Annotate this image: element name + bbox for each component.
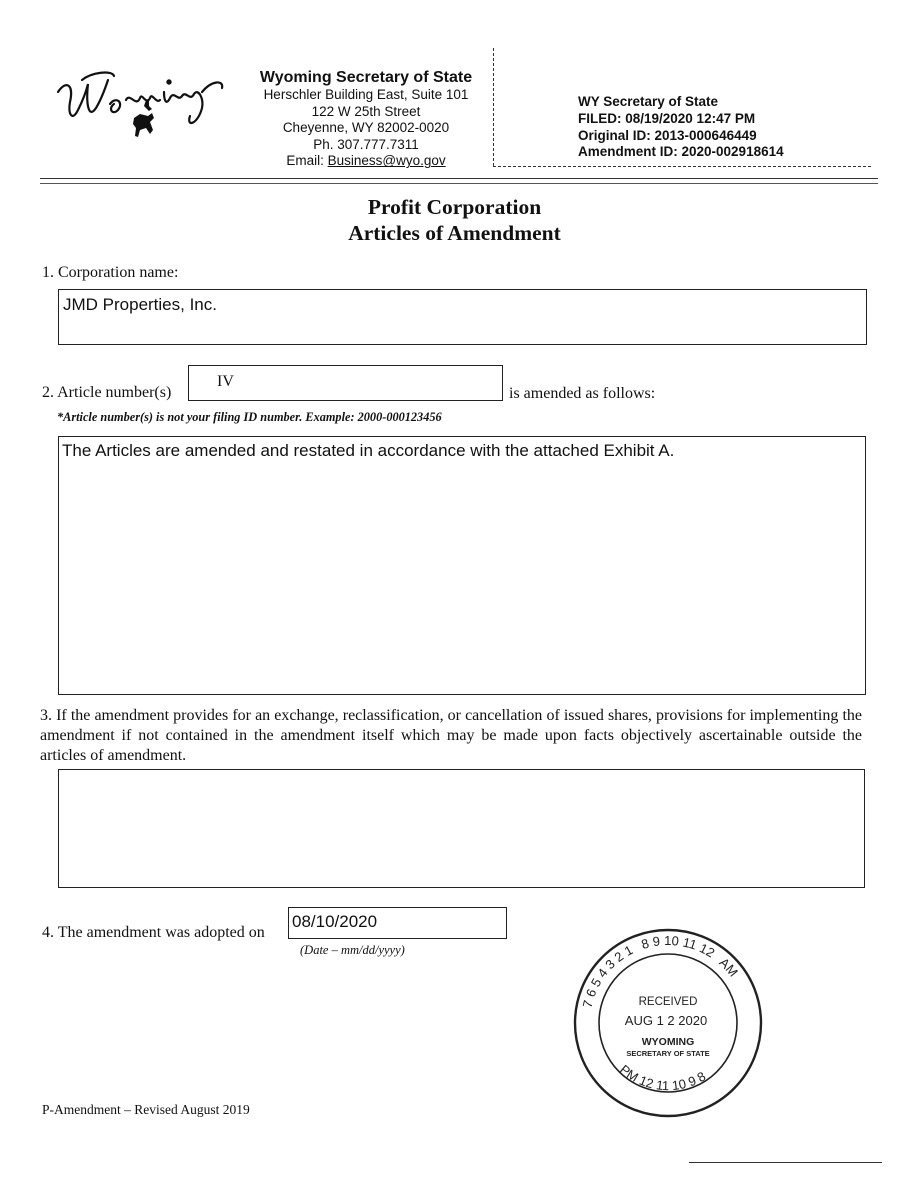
adoption-date-field[interactable] <box>288 907 507 939</box>
article-number-field[interactable] <box>188 365 503 401</box>
stamp-office: SECRETARY OF STATE <box>626 1049 710 1058</box>
q4-label: 4. The amendment was adopted on <box>42 924 265 941</box>
form-revision: P-Amendment – Revised August 2019 <box>42 1102 250 1117</box>
q3-provisions-field[interactable] <box>58 769 865 888</box>
bottom-rule <box>689 1162 882 1163</box>
email-label: Email: <box>286 153 324 169</box>
stamp-state: WYOMING <box>641 1036 695 1048</box>
q3-question: 3. If the amendment provides for an exchange, reclassification, or cancellation of issued shares, provisions for implementing the amendment if not contained in the amendment itself which may be made upon facts objectively ascertainable outside the articles of amendment. <box>40 707 862 764</box>
office-address-block <box>246 68 486 170</box>
original-id: Original ID: 2013-000646449 <box>578 127 757 143</box>
office-title: Wyoming Secretary of State <box>259 69 473 86</box>
article-number-note: *Article number(s) is not your filing ID number. Example: 2000-000123456 <box>57 410 442 424</box>
document-title <box>0 194 909 246</box>
email-link[interactable]: Business@wyo.gov <box>327 153 446 169</box>
address-line-1: Herschler Building East, Suite 101 <box>263 87 469 102</box>
q2-label: 2. Article number(s) <box>42 384 172 401</box>
stamp-received: RECEIVED <box>638 996 698 1008</box>
adoption-date-value: 08/10/2020 <box>292 912 378 931</box>
amendment-id: Amendment ID: 2020-002918614 <box>578 144 784 160</box>
address-line-2: 122 W 25th Street <box>311 103 421 119</box>
corporation-name-value: JMD Properties, Inc. <box>63 295 217 314</box>
stamp-ring-bottom-numbers: PM 12 11 10 9 8 <box>617 1061 709 1094</box>
title-line-2: Articles of Amendment <box>348 221 561 245</box>
wyoming-logo <box>52 62 230 162</box>
filing-box-left-border <box>493 48 494 166</box>
received-stamp <box>570 925 766 1121</box>
email-line <box>246 153 486 170</box>
q1-label: 1. Corporation name: <box>42 264 179 281</box>
amendment-text-value: The Articles are amended and restated in accordance with the attached Exhibit A. <box>62 441 675 460</box>
stamp-ring-bottom <box>617 1062 708 1093</box>
title-line-1: Profit Corporation <box>367 195 542 219</box>
filing-box-bottom-border <box>493 166 871 167</box>
corporation-name-field[interactable] <box>58 289 867 345</box>
stamp-am-label: AM <box>716 954 742 980</box>
amendment-text-field[interactable] <box>58 436 866 695</box>
header-rule-thin <box>40 183 878 184</box>
filed-timestamp: FILED: 08/19/2020 12:47 PM <box>578 110 756 126</box>
stamp-ring-left-numbers: 7 6 5 4 3 2 1 <box>579 942 636 1010</box>
article-number-value: IV <box>217 373 234 390</box>
stamp-ring-top-numbers: 8 9 10 11 12 <box>639 932 718 961</box>
q2-suffix: is amended as follows: <box>509 385 656 402</box>
filing-info <box>578 94 784 161</box>
filing-office: WY Secretary of State <box>578 94 719 109</box>
phone: Ph. 307.777.7311 <box>313 136 419 152</box>
city-line: Cheyenne, WY 82002-0020 <box>282 120 450 136</box>
stamp-date: AUG 1 2 2020 <box>624 1013 708 1028</box>
date-format-hint: (Date – mm/dd/yyyy) <box>300 943 405 957</box>
header-rule <box>40 178 878 179</box>
